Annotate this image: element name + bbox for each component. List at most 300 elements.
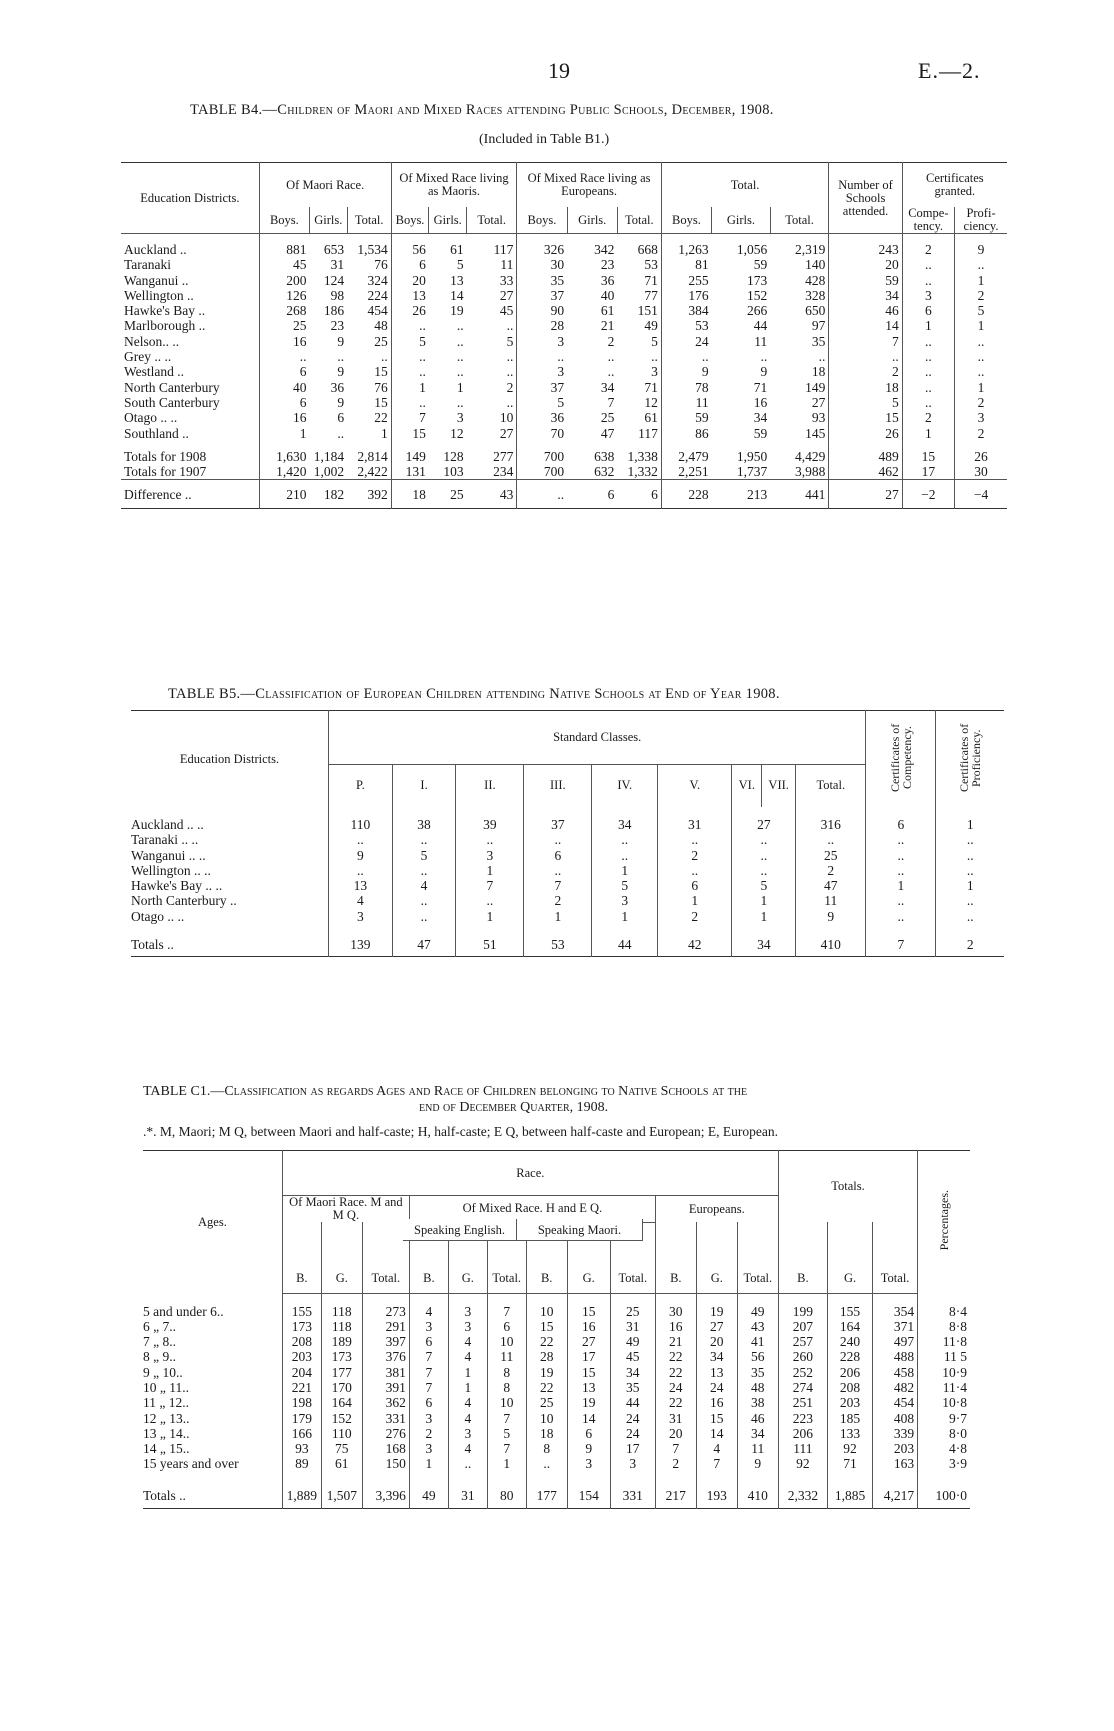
table-cell: 126 (286, 287, 307, 303)
table-cell: .. (419, 349, 426, 365)
table-row (143, 1349, 970, 1364)
table-cell: 37 (524, 817, 592, 832)
b4-header-total-col: Total. (770, 207, 829, 234)
table-cell: 266 (746, 303, 768, 319)
table-cell: .. (701, 349, 709, 365)
table-row (131, 909, 1004, 924)
table-cell: 7 (607, 394, 615, 410)
table-cell: 20 (696, 1334, 737, 1349)
table-cell: 10 (467, 410, 517, 425)
table-cell: 49 (409, 1484, 448, 1509)
b5-header-proficiency (936, 711, 1004, 808)
table-row (121, 334, 1007, 349)
table-cell: 362 (362, 1395, 409, 1410)
district-name: Southland .. (121, 426, 259, 441)
table-cell: .. (866, 909, 936, 924)
table-cell: 354 (873, 1304, 918, 1319)
table-cell: 5 (617, 334, 661, 349)
table-cell: 22 (526, 1380, 567, 1395)
table-cell: 10 (526, 1411, 567, 1426)
table-cell: 1,338 (617, 449, 661, 464)
table-cell: 3 (456, 848, 524, 863)
table-cell: 224 (347, 288, 391, 303)
table-cell: 39 (456, 817, 524, 832)
district-name: Taranaki (121, 257, 259, 272)
table-row (143, 1395, 970, 1410)
table-cell: 61 (617, 410, 661, 425)
table-cell: 8·4 (949, 1303, 967, 1319)
table-cell: 3 (456, 410, 464, 426)
table-cell: 5 (977, 303, 985, 319)
table-cell: 23 (600, 257, 615, 273)
table-cell: 13 (329, 878, 393, 893)
c1-header-mixed: Of Mixed Race. H and E Q. (409, 1196, 655, 1223)
b4-header-competency: Compe-tency. (902, 207, 954, 234)
spacer-row (121, 234, 1007, 243)
table-cell: 291 (362, 1319, 409, 1334)
table-cell: 77 (617, 288, 661, 303)
table-cell: 1 (658, 893, 732, 908)
table-cell: 35 (770, 334, 829, 349)
b5-header-competency (866, 711, 936, 808)
table-cell: 391 (362, 1380, 409, 1395)
table-cell: 51 (456, 934, 524, 957)
district-name: South Canterbury (121, 395, 259, 410)
table-cell: 189 (321, 1334, 362, 1349)
c1-header-percentages (918, 1151, 970, 1294)
table-cell: 30 (655, 1304, 696, 1319)
b4-header-girls: Girls. (309, 207, 347, 234)
table-cell: 133 (827, 1426, 872, 1441)
table-cell: 28 (550, 318, 565, 334)
table-row (131, 893, 1004, 908)
table-cell: 1 (592, 863, 658, 878)
district-name: Wellington .. .. (131, 863, 329, 878)
table-cell: 31 (610, 1319, 655, 1334)
table-cell: .. (526, 1456, 567, 1471)
table-cell: 1 (487, 1456, 526, 1471)
table-cell: 46 (829, 303, 902, 318)
table-row (131, 832, 1004, 847)
table-cell: 1 (902, 426, 954, 441)
table-cell: 186 (323, 303, 345, 319)
table-cell: 34 (592, 817, 658, 832)
district-name: Otago .. .. (121, 410, 259, 425)
table-cell: 7 (524, 878, 592, 893)
table-cell: .. (902, 257, 954, 272)
table-row (143, 1304, 970, 1319)
table-row (121, 410, 1007, 425)
table-cell: 376 (362, 1349, 409, 1364)
b5-proficiency-label: Certificates of Proficiency. (957, 723, 984, 792)
table-cell: 92 (778, 1456, 827, 1471)
table-cell: 324 (347, 273, 391, 288)
table-row (121, 242, 1007, 257)
table-cell: 49 (617, 318, 661, 333)
table-cell: 155 (282, 1304, 321, 1319)
table-cell: 213 (746, 486, 768, 502)
table-cell: 6 (299, 364, 307, 380)
table-cell: 204 (282, 1365, 321, 1380)
table-cell: 1 (299, 425, 307, 441)
b5-header-iv: IV. (592, 764, 658, 807)
age-label: 14 „ 15.. (143, 1441, 282, 1456)
table-row (143, 1441, 970, 1456)
c1-header-totals: Totals. (778, 1151, 917, 1223)
c1-header-speaking-english: Speaking English. (403, 1219, 517, 1241)
table-cell: 25 (796, 848, 866, 863)
table-cell: 140 (770, 257, 829, 272)
table-cell: 1 (902, 318, 954, 333)
age-label: 8 „ 9.. (143, 1349, 282, 1364)
table-cell: .. (866, 863, 936, 878)
table-cell: 1 (732, 909, 796, 924)
table-cell: 2 (902, 242, 954, 257)
table-cell: .. (299, 349, 307, 365)
table-cell: 154 (567, 1484, 610, 1509)
b5-header-v: V. (658, 764, 732, 807)
table-cell: 18 (829, 380, 902, 395)
table-cell: 47 (392, 934, 456, 957)
table-cell: 168 (362, 1441, 409, 1456)
table-cell: 17 (610, 1441, 655, 1456)
table-cell: 86 (695, 425, 709, 441)
table-cell: .. (456, 893, 524, 908)
table-cell: 3 (409, 1441, 448, 1456)
table-cell: 111 (778, 1441, 827, 1456)
table-cell: 13 (450, 272, 464, 288)
table-cell: 17 (567, 1349, 610, 1364)
table-cell: 9 (737, 1456, 778, 1471)
table-cell: 15 (347, 364, 391, 379)
table-cell: .. (524, 832, 592, 847)
table-cell: 3 (617, 364, 661, 379)
c1-header-euro: Europeans. (655, 1196, 778, 1223)
table-cell: 1,056 (736, 242, 768, 257)
table-cell: 6 (337, 410, 345, 426)
c1-header-b: B. (778, 1222, 827, 1293)
table-cell: 1,534 (347, 242, 391, 257)
table-cell: .. (467, 395, 517, 410)
table-cell: 14 (567, 1411, 610, 1426)
table-cell: 3 (448, 1304, 487, 1319)
table-cell: 34 (696, 1349, 737, 1364)
table-cell: 11 (796, 893, 866, 908)
table-cell: 497 (873, 1334, 918, 1349)
table-b4-title: TABLE B4.—Children of Maori and Mixed Races attending Public Schools, December, 1908. (190, 102, 774, 118)
table-cell: 170 (321, 1380, 362, 1395)
table-cell: 71 (617, 380, 661, 395)
table-cell: 1 (977, 318, 985, 334)
c1-header-total: Total. (362, 1222, 409, 1293)
table-cell: .. (732, 863, 796, 878)
table-cell: 326 (543, 242, 565, 257)
table-b4 (121, 162, 1007, 509)
table-cell: 1,332 (617, 464, 661, 480)
table-cell: 221 (282, 1380, 321, 1395)
table-cell: 12 (617, 395, 661, 410)
table-cell: 234 (467, 464, 517, 480)
table-cell: 11 (487, 1349, 526, 1364)
table-cell: 223 (778, 1411, 827, 1426)
table-cell: 71 (617, 273, 661, 288)
table-cell: 27 (829, 480, 902, 509)
b4-header-boys: Boys. (517, 207, 567, 234)
table-cell: 182 (323, 486, 345, 502)
table-cell: 9 (329, 848, 393, 863)
table-cell: 124 (323, 272, 345, 288)
table-cell: 26 (974, 448, 988, 464)
table-cell: 24 (610, 1426, 655, 1441)
table-cell: 59 (753, 425, 768, 441)
table-cell: 1,885 (827, 1484, 872, 1509)
table-b5 (131, 710, 1004, 957)
table-cell: 61 (321, 1456, 362, 1471)
table-cell: 203 (282, 1349, 321, 1364)
table-cell: 11 (754, 333, 768, 349)
table-cell: 9 (701, 364, 709, 380)
table-cell: 16 (567, 1319, 610, 1334)
table-cell: 260 (778, 1349, 827, 1364)
table-cell: .. (658, 832, 732, 847)
table-cell: 255 (688, 272, 709, 288)
table-cell: .. (977, 364, 985, 380)
table-cell: 2 (977, 287, 985, 303)
table-cell: 700 (543, 464, 565, 480)
totals-row (143, 1484, 970, 1509)
table-cell: 31 (655, 1411, 696, 1426)
table-cell: 6 (617, 480, 661, 509)
table-cell: .. (658, 863, 732, 878)
table-cell: 1,889 (282, 1484, 321, 1509)
table-cell: 53 (617, 257, 661, 272)
table-cell: 92 (827, 1441, 872, 1456)
table-cell: 4 (448, 1411, 487, 1426)
table-cell: 44 (592, 934, 658, 957)
table-cell: 4 (448, 1395, 487, 1410)
table-cell: 9 (977, 242, 985, 257)
table-cell: 2 (829, 364, 902, 379)
table-cell: 9·7 (949, 1410, 967, 1426)
table-cell: 458 (873, 1365, 918, 1380)
table-cell: 2 (658, 848, 732, 863)
table-cell: 59 (753, 257, 768, 273)
table-cell: 177 (526, 1484, 567, 1509)
table-cell: 10·9 (942, 1364, 967, 1380)
table-row (143, 1334, 970, 1349)
table-cell: 2 (977, 394, 985, 410)
table-cell: 3 (329, 909, 393, 924)
table-cell: 18 (526, 1426, 567, 1441)
table-cell: 207 (778, 1319, 827, 1334)
table-cell: 2 (607, 333, 615, 349)
table-cell: 33 (467, 273, 517, 288)
spacer-row (143, 1472, 970, 1484)
table-cell: 24 (610, 1411, 655, 1426)
table-cell: .. (902, 364, 954, 379)
age-label: 5 and under 6.. (143, 1304, 282, 1319)
table-cell: 441 (770, 480, 829, 509)
table-cell: 273 (362, 1304, 409, 1319)
table-cell: 6 (419, 257, 426, 273)
table-cell: 5 (829, 395, 902, 410)
table-cell: 3 (448, 1426, 487, 1441)
table-cell: 1 (448, 1380, 487, 1395)
b5-header-district: Education Districts. (131, 711, 329, 808)
table-cell: 11 5 (943, 1349, 967, 1365)
age-label: 6 „ 7.. (143, 1319, 282, 1334)
table-cell: 5 (592, 878, 658, 893)
table-cell: 331 (610, 1484, 655, 1509)
table-cell: 25 (526, 1395, 567, 1410)
table-cell: 632 (594, 464, 615, 480)
table-cell: 2,251 (678, 464, 709, 480)
table-cell: 8·0 (949, 1425, 967, 1441)
table-cell: 488 (873, 1349, 918, 1364)
table-cell: 31 (448, 1484, 487, 1509)
table-cell: 1 (448, 1365, 487, 1380)
table-cell: 1,420 (276, 464, 307, 480)
table-row (131, 878, 1004, 893)
table-cell: 10·8 (942, 1395, 967, 1411)
table-cell: 15 (567, 1365, 610, 1380)
table-cell: .. (467, 364, 517, 379)
table-cell: 251 (778, 1395, 827, 1410)
district-name: Wellington .. (121, 288, 259, 303)
table-cell: 152 (746, 287, 768, 303)
table-cell: 71 (753, 379, 768, 395)
b4-header-girls: Girls. (567, 207, 617, 234)
table-cell: 61 (600, 303, 615, 319)
table-cell: 145 (770, 426, 829, 441)
b5-competency-label: Certificates of Competency. (887, 723, 914, 792)
table-cell: 7 (829, 334, 902, 349)
table-cell: 454 (873, 1395, 918, 1410)
table-b4-subtitle: (Included in Table B1.) (479, 132, 610, 147)
table-row (121, 349, 1007, 364)
table-cell: 25 (292, 318, 307, 334)
c1-header-b: B. (282, 1222, 321, 1293)
table-cell: 5 (392, 848, 456, 863)
table-cell: 2,422 (347, 464, 391, 480)
table-cell: 76 (347, 380, 391, 395)
table-cell: 7 (487, 1411, 526, 1426)
table-cell: 155 (827, 1304, 872, 1319)
district-name: Wanganui .. .. (131, 848, 329, 863)
table-cell: 11·8 (942, 1334, 967, 1350)
table-cell: 89 (282, 1456, 321, 1471)
table-cell: 7 (456, 878, 524, 893)
c1-header-b: B. (409, 1222, 448, 1293)
table-cell: 61 (450, 242, 464, 257)
table-cell: 37 (550, 379, 565, 395)
table-cell: .. (467, 349, 517, 364)
district-name: North Canterbury (121, 380, 259, 395)
table-cell: 90 (550, 303, 565, 319)
table-cell: 9 (337, 364, 345, 380)
table-cell: 5 (557, 394, 565, 410)
table-cell: 7 (696, 1456, 737, 1471)
table-cell: 15 (526, 1319, 567, 1334)
table-cell: 2 (977, 425, 985, 441)
b4-header-schools: Number of Schools attended. (829, 163, 902, 234)
table-cell: 23 (330, 318, 345, 334)
table-cell: 71 (827, 1456, 872, 1471)
table-cell: 316 (796, 817, 866, 832)
b4-header-certs: Certificates granted. (926, 171, 984, 198)
table-cell: .. (456, 333, 464, 349)
table-cell: 1,737 (736, 464, 768, 480)
table-cell: 18 (770, 364, 829, 379)
table-cell: 4 (409, 1304, 448, 1319)
table-cell: 7 (409, 1365, 448, 1380)
table-row (131, 848, 1004, 863)
table-cell: 97 (770, 318, 829, 333)
table-cell: 16 (292, 333, 307, 349)
table-cell: 26 (829, 426, 902, 441)
table-cell: .. (456, 349, 464, 365)
table-cell: 228 (688, 486, 709, 502)
table-cell: 38 (737, 1395, 778, 1410)
table-cell: .. (866, 893, 936, 908)
table-cell: 6 (567, 1426, 610, 1441)
b5-header-vi: VI. (732, 764, 762, 807)
c1-header-total: Total. (737, 1222, 778, 1293)
table-cell: .. (796, 832, 866, 847)
table-cell: 200 (286, 272, 307, 288)
table-cell: 203 (827, 1395, 872, 1410)
table-cell: 1,507 (321, 1484, 362, 1509)
table-cell: 1 (866, 878, 936, 893)
table-cell: 3,396 (362, 1484, 409, 1509)
table-cell: 4,429 (770, 449, 829, 464)
table-cell: .. (829, 349, 902, 364)
table-cell: 3 (557, 364, 565, 380)
district-name: Hawke's Bay .. .. (131, 878, 329, 893)
table-cell: 6 (524, 848, 592, 863)
table-cell: 198 (282, 1395, 321, 1410)
table-cell: 277 (467, 449, 517, 464)
table-cell: 173 (746, 272, 768, 288)
table-cell: 35 (610, 1380, 655, 1395)
table-cell: 38 (392, 817, 456, 832)
table-cell: 410 (737, 1484, 778, 1509)
table-cell: 638 (594, 448, 615, 464)
table-cell: .. (456, 318, 464, 334)
b4-header-total-col: Total. (467, 207, 517, 234)
table-cell: 3 (610, 1456, 655, 1471)
table-cell: 78 (695, 379, 709, 395)
table-cell: 37 (550, 287, 565, 303)
c1-header-race: Race. (282, 1151, 778, 1196)
table-cell: 700 (543, 448, 565, 464)
table-cell: 118 (321, 1319, 362, 1334)
b4-header-girls: Girls. (712, 207, 771, 234)
page-code: E.—2. (918, 58, 981, 83)
table-cell: 2 (655, 1456, 696, 1471)
table-cell: 1 (456, 909, 524, 924)
district-name: Difference .. (121, 480, 259, 509)
table-cell: 328 (770, 288, 829, 303)
table-cell: 881 (286, 242, 307, 257)
table-cell: 16 (696, 1395, 737, 1410)
table-cell: 28 (526, 1349, 567, 1364)
table-cell: 3 (557, 333, 565, 349)
b4-header-total-col: Total. (347, 207, 391, 234)
age-label: 9 „ 10.. (143, 1365, 282, 1380)
table-cell: 163 (873, 1456, 918, 1471)
table-cell: 11·4 (942, 1379, 967, 1395)
